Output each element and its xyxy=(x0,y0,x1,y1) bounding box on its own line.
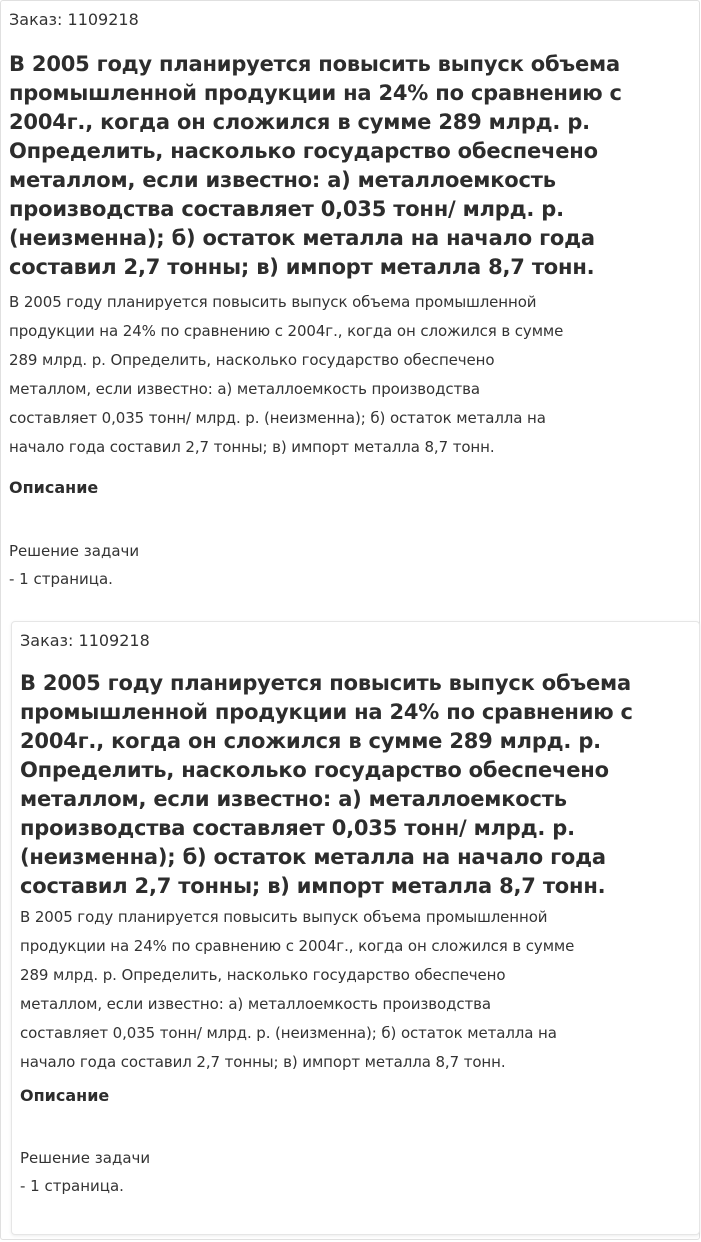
task-title-line: составил 2,7 тонны; в) импорт металла 8,7 тонн. xyxy=(9,255,595,279)
task-text-line: 289 млрд. р. Определить, насколько государство обеспечено xyxy=(9,351,495,369)
order-number: Заказ: 1109218 xyxy=(9,10,139,29)
task-title-line: 2004г., когда он сложился в сумме 289 млрд. р. xyxy=(20,729,601,753)
task-title-line: В 2005 году планируется повысить выпуск объема xyxy=(20,671,631,695)
task-text-line: металлом, если известно: а) металлоемкость производства xyxy=(9,380,480,398)
task-text-line: начало года составил 2,7 тонны; в) импорт металла 8,7 тонн. xyxy=(20,1053,506,1071)
task-text xyxy=(9,288,691,462)
task-text xyxy=(20,903,691,1077)
task-title-line: производства составляет 0,035 тонн/ млрд. р. xyxy=(9,197,564,221)
order-number: Заказ: 1109218 xyxy=(20,631,150,650)
task-title xyxy=(20,669,691,901)
description-text xyxy=(20,1144,691,1200)
task-title xyxy=(9,50,691,282)
task-text-line: В 2005 году планируется повысить выпуск объема промышленной xyxy=(9,293,537,311)
description-line: Решение задачи xyxy=(9,542,140,560)
task-text-line: продукции на 24% по сравнению с 2004г., когда он сложился в сумме xyxy=(9,322,564,340)
task-title-line: Определить, насколько государство обеспечено xyxy=(20,758,609,782)
task-title-line: (неизменна); б) остаток металла на начало года xyxy=(20,845,606,869)
task-title-line: Определить, насколько государство обеспечено xyxy=(9,139,598,163)
task-text-line: продукции на 24% по сравнению с 2004г., когда он сложился в сумме xyxy=(20,937,575,955)
description-line: - 1 страница. xyxy=(20,1177,124,1195)
task-title-line: (неизменна); б) остаток металла на начало года xyxy=(9,226,595,250)
description-heading: Описание xyxy=(9,478,99,497)
task-title-line: производства составляет 0,035 тонн/ млрд. р. xyxy=(20,816,575,840)
description-line: Решение задачи xyxy=(20,1149,151,1167)
task-text-line: составляет 0,035 тонн/ млрд. р. (неизменна); б) остаток металла на xyxy=(20,1024,557,1042)
task-title-line: 2004г., когда он сложился в сумме 289 млрд. р. xyxy=(9,110,590,134)
task-title-line: металлом, если известно: а) металлоемкость xyxy=(9,168,556,192)
task-text-line: начало года составил 2,7 тонны; в) импорт металла 8,7 тонн. xyxy=(9,438,495,456)
description-text xyxy=(9,537,691,593)
task-title-line: металлом, если известно: а) металлоемкость xyxy=(20,787,567,811)
task-text-line: 289 млрд. р. Определить, насколько государство обеспечено xyxy=(20,966,506,984)
description-line: - 1 страница. xyxy=(9,570,113,588)
order-card-duplicate xyxy=(11,621,700,1235)
task-text-line: металлом, если известно: а) металлоемкость производства xyxy=(20,995,491,1013)
task-title-line: промышленной продукции на 24% по сравнению с xyxy=(20,700,633,724)
task-title-line: промышленной продукции на 24% по сравнению с xyxy=(9,81,622,105)
task-title-line: составил 2,7 тонны; в) импорт металла 8,7 тонн. xyxy=(20,874,606,898)
task-title-line: В 2005 году планируется повысить выпуск объема xyxy=(9,52,620,76)
task-text-line: составляет 0,035 тонн/ млрд. р. (неизменна); б) остаток металла на xyxy=(9,409,546,427)
description-heading: Описание xyxy=(20,1086,110,1105)
task-text-line: В 2005 году планируется повысить выпуск объема промышленной xyxy=(20,908,548,926)
